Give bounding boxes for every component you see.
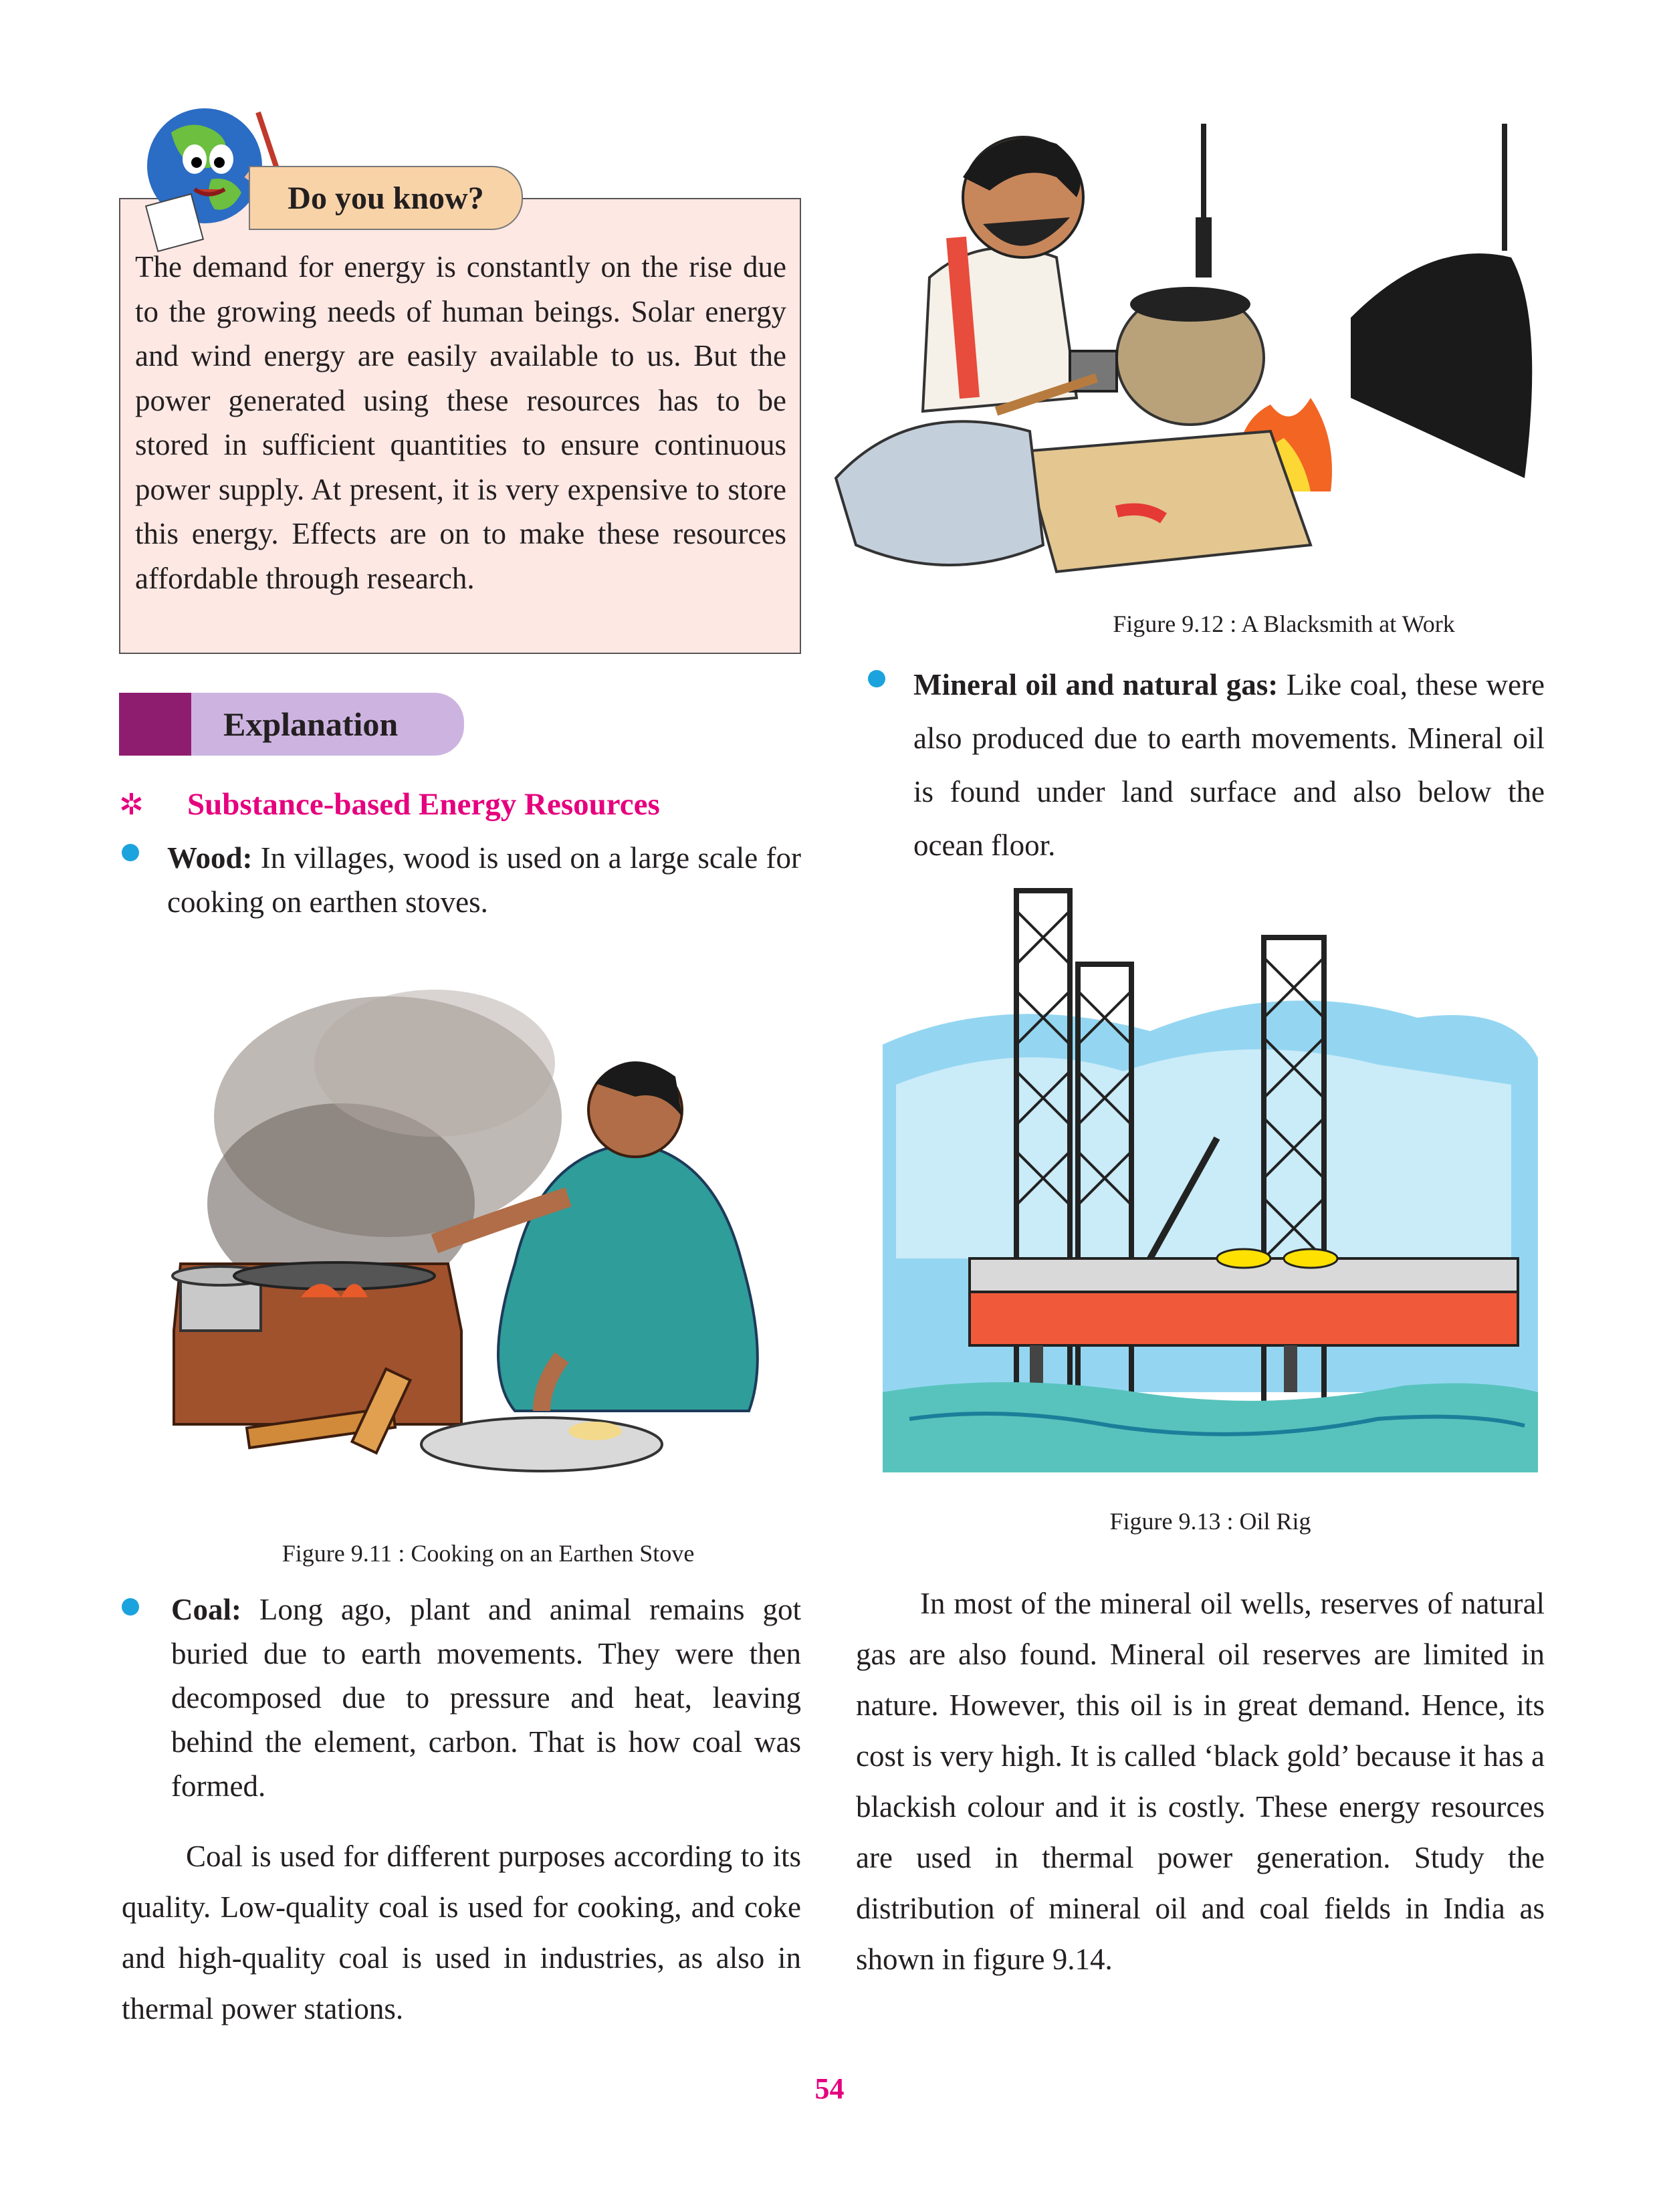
page-number: 54 (814, 2072, 845, 2105)
oil-paragraph: In most of the mineral oil wells, reserves of natural gas are also found. Mineral oil reserves are limited in nature. However, this oil is in great demand. Hence, its cost is very high. It is called ‘black gold’ because it has a blackish colour and it is costly. These energy resources are used in thermal power generation. Study the distribution of mineral oil and coal fields in India as shown in figure 9.14. (856, 1587, 1545, 1976)
wood-bullet-icon (122, 844, 139, 861)
wood-term: Wood: (167, 841, 253, 875)
fig-9-11-caption: Figure 9.11 : Cooking on an Earthen Stove (282, 1540, 695, 1567)
section-title: Substance-based Energy Resources (187, 787, 660, 822)
coal-paragraph (171, 1587, 801, 1808)
fig-9-12-caption: Figure 9.12 : A Blacksmith at Work (1113, 611, 1455, 637)
fig-9-13-caption: Figure 9.13 : Oil Rig (1109, 1508, 1311, 1535)
mineral-term: Mineral oil and natural gas: (913, 668, 1279, 701)
coal-text: Long ago, plant and animal remains got buried due to earth movements. They were then decomposed due to pressure and heat, leaving behind the element, carbon. That is how coal was formed. (171, 1593, 801, 1803)
oil-rig-illustration (869, 884, 1551, 1486)
coal-paragraph-2: Coal is used for different purposes according to its quality. Low-quality coal is used for cooking, and coke and high-quality coal is used in industries, as also in thermal power stations. (122, 1840, 801, 2025)
mineral-text: Like coal, these were also produced due to earth movements. Mineral oil is found under land surface and also below the ocean floor. (913, 668, 1545, 862)
mineral-paragraph (913, 658, 1545, 872)
explanation-heading: Explanation (223, 705, 399, 743)
do-you-know-heading-tab (249, 166, 523, 230)
wood-text: In villages, wood is used on a large scale for cooking on earthen stoves. (167, 841, 801, 919)
cooking-illustration (167, 983, 809, 1491)
section-mark: ✲ (119, 788, 144, 822)
explanation-tab (191, 693, 464, 756)
explanation-bar (119, 693, 191, 756)
blacksmith-illustration (829, 117, 1551, 612)
do-you-know-heading: Do you know? (288, 180, 484, 216)
wood-paragraph (167, 836, 801, 924)
mineral-bullet-icon (868, 670, 885, 687)
do-you-know-text: The demand for energy is constantly on the rise due to the growing needs of human beings. Solar energy and wind energy are easily available to us. But the power generated using these resources has to be stored in sufficient quantities to ensure continuous power supply. At present, it is very expensive to store this energy. Effects are on to make these resources affordable through research. (135, 250, 786, 595)
coal-term: Coal: (171, 1593, 241, 1626)
coal-bullet-icon (122, 1598, 139, 1616)
